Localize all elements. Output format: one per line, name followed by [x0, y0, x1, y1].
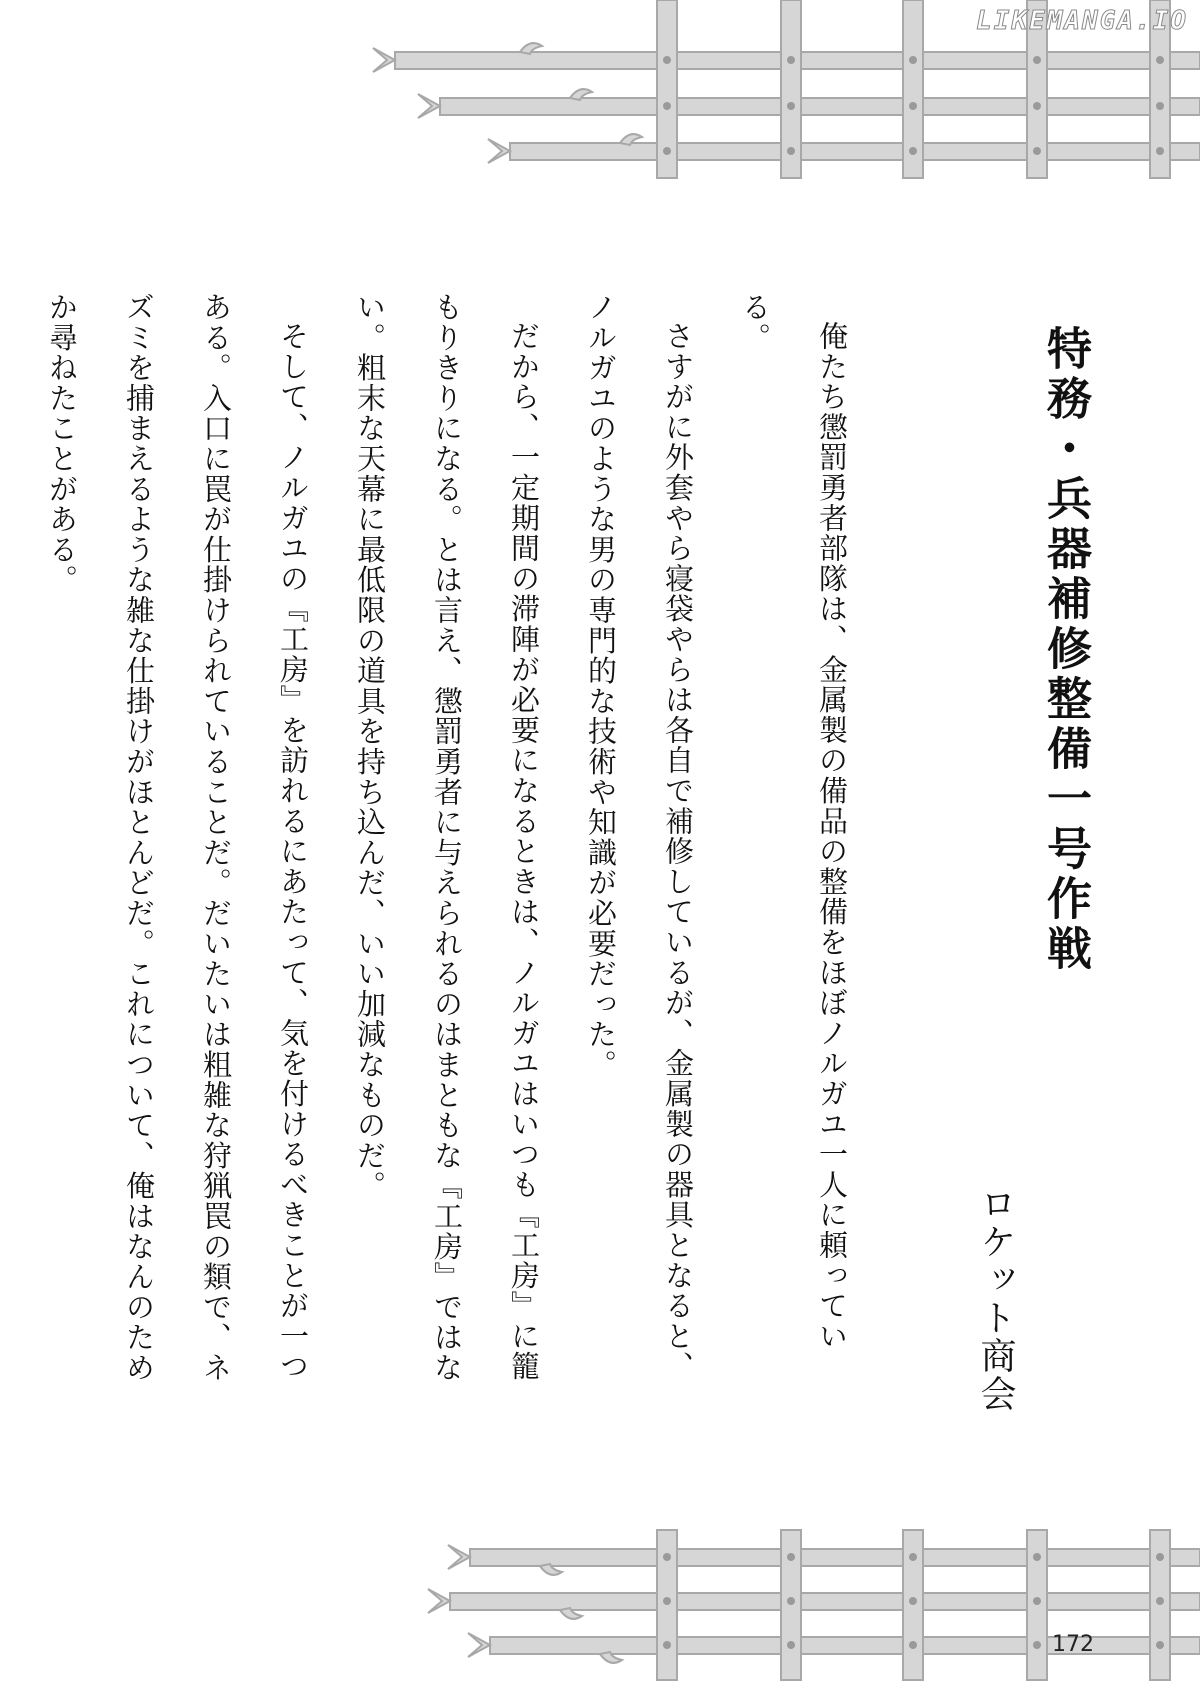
- author-name: ロケット商会: [975, 1185, 1016, 1413]
- paragraph: だから、一定期間の滞陣が必要になるときは、ノルガユはいつも『工房』に籠もりきりになる。とは言え、懲罰勇者に与えられるのはまともな『工房』ではない。粗末な天幕に最低限の道具を持ち込んだ、いい加減なものだ。: [353, 292, 541, 1383]
- page-number: 172: [1052, 1632, 1094, 1657]
- body-text: [45, 292, 870, 1402]
- bottom-ornament: [0, 1525, 1200, 1685]
- paragraph: 俺たち懲罰勇者部隊は、金属製の備品の整備をほぼノルガユ一人に頼っている。: [738, 292, 849, 1352]
- site-watermark: LIKEMANGA.IO: [976, 6, 1188, 36]
- paragraph: そして、ノルガユの『工房』を訪れるにあたって、気を付けるべきことが一つある。入口に罠が仕掛けられていることだ。だいたいは粗雑な狩猟罠の類で、ネズミを捕まえるような雑な仕掛けがほとんどだ。これについて、俺はなんのためか尋ねたことがある。: [45, 292, 310, 1383]
- paragraph: さすがに外套やら寝袋やらは各自で補修しているが、金属製の器具となると、ノルガユのような男の専門的な技術や知識が必要だった。: [584, 292, 695, 1382]
- chapter-title: 特務・兵器補修整備一号作戦: [1039, 325, 1092, 975]
- ornament-lattice-icon: [0, 1525, 1200, 1685]
